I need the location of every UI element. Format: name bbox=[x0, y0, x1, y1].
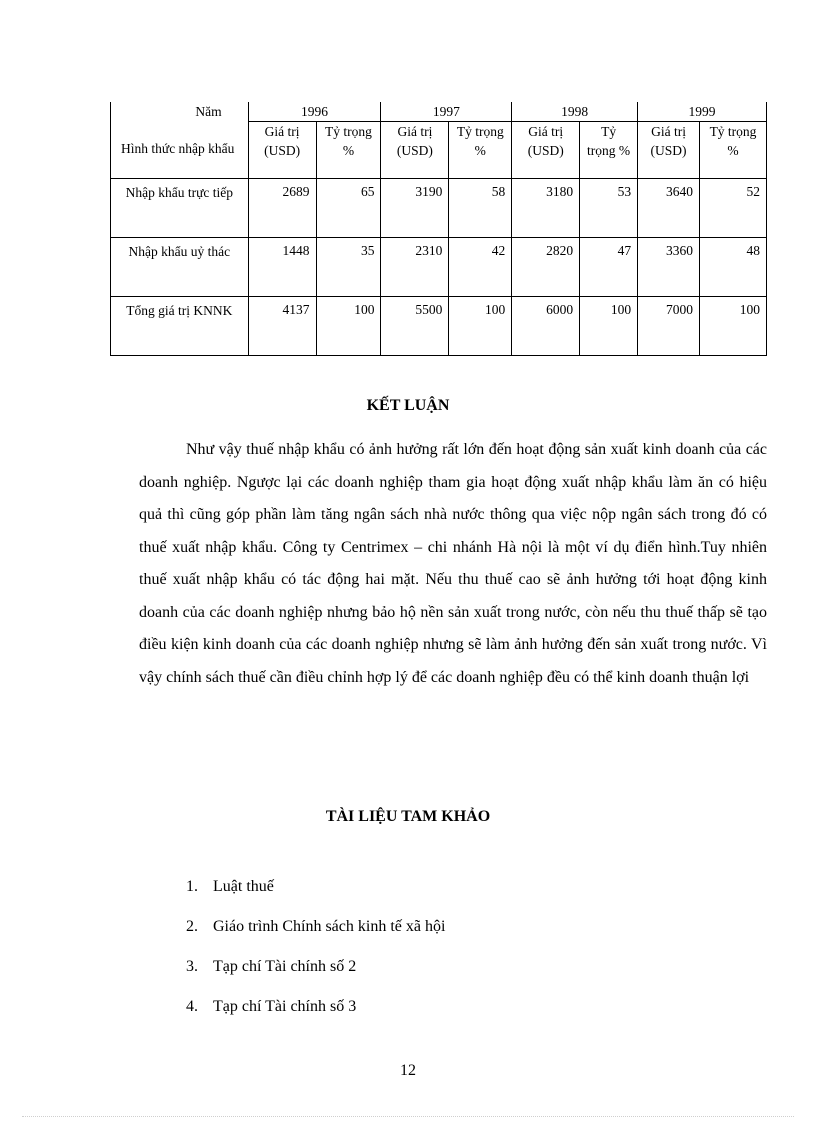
year-header: 1999 bbox=[638, 102, 767, 122]
row-label: Tổng giá trị KNNK bbox=[111, 297, 249, 356]
reference-item bbox=[186, 913, 445, 953]
year-header: 1996 bbox=[248, 102, 381, 122]
reference-item bbox=[186, 953, 445, 993]
references-heading: TÀI LIỆU TAM KHẢO bbox=[325, 808, 491, 825]
table-cell: 7000 bbox=[638, 297, 700, 356]
page-bottom-divider bbox=[22, 1116, 794, 1117]
import-value-table bbox=[110, 102, 767, 356]
table-cell: 100 bbox=[316, 297, 381, 356]
table-cell: 42 bbox=[449, 238, 512, 297]
table-cell: 5500 bbox=[381, 297, 449, 356]
value-subheader: Giá trị (USD) bbox=[248, 122, 316, 179]
reference-text: Tạp chí Tài chính số 2 bbox=[213, 958, 357, 975]
year-header-label: Năm bbox=[195, 104, 222, 119]
reference-number: 1. bbox=[186, 878, 198, 895]
share-subheader: Tỷ trọng % bbox=[449, 122, 512, 179]
value-subheader: Giá trị (USD) bbox=[381, 122, 449, 179]
reference-number: 4. bbox=[186, 998, 198, 1015]
row-label: Nhập khẩu trực tiếp bbox=[111, 179, 249, 238]
reference-number: 2. bbox=[186, 918, 198, 935]
value-subheader: Giá trị (USD) bbox=[638, 122, 700, 179]
table-cell: 52 bbox=[700, 179, 767, 238]
table-cell: 2689 bbox=[248, 179, 316, 238]
reference-text: Luật thuế bbox=[213, 878, 274, 895]
year-header: 1997 bbox=[381, 102, 512, 122]
table-cell: 100 bbox=[580, 297, 638, 356]
table-row bbox=[111, 238, 767, 297]
table-cell: 53 bbox=[580, 179, 638, 238]
table-cell: 1448 bbox=[248, 238, 316, 297]
conclusion-heading: KẾT LUẬN bbox=[366, 397, 450, 414]
share-subheader: Tỷ trọng % bbox=[580, 122, 638, 179]
table-corner-cell bbox=[111, 102, 249, 179]
row-label: Nhập khẩu uỷ thác bbox=[111, 238, 249, 297]
table-cell: 4137 bbox=[248, 297, 316, 356]
table-cell: 100 bbox=[700, 297, 767, 356]
table-cell: 47 bbox=[580, 238, 638, 297]
table-cell: 3180 bbox=[512, 179, 580, 238]
reference-number: 3. bbox=[186, 958, 198, 975]
table-cell: 3190 bbox=[381, 179, 449, 238]
share-subheader: Tỷ trọng % bbox=[700, 122, 767, 179]
table-cell: 65 bbox=[316, 179, 381, 238]
table-row bbox=[111, 297, 767, 356]
year-header: 1998 bbox=[512, 102, 638, 122]
conclusion-paragraph: Như vậy thuế nhập khẩu có ảnh hưởng rất lớn đến hoạt động sản xuất kinh doanh của các doanh nghiệp. Ngược lại các doanh nghiệp tham gia hoạt động xuất nhập khẩu làm ăn có hiệu quả thì cũng góp phần làm tăng ngân sách nhà nước thông qua việc nộp ngân sách trong đó có thuế xuất nhập khẩu. Công ty Centrimex – chi nhánh Hà nội là một ví dụ điển hình.Tuy nhiên thuế xuất nhập khẩu có tác động hai mặt. Nếu thu thuế cao sẽ ảnh hưởng tới hoạt động kinh doanh của các doanh nghiệp nhưng bảo hộ nền sản xuất trong nước, còn nếu thu thuế thấp sẽ tạo điều kiện kinh doanh của các doanh nghiệp nhưng sẽ làm ảnh hưởng đến sản xuất trong nước. Vì vậy chính sách thuế cần điều chỉnh hợp lý để các doanh nghiệp đều có thể kinh doanh thuận lợi bbox=[139, 441, 767, 686]
table-cell: 2310 bbox=[381, 238, 449, 297]
import-form-header-label: Hình thức nhập khẩu bbox=[121, 141, 235, 156]
table-cell: 2820 bbox=[512, 238, 580, 297]
table-cell: 3640 bbox=[638, 179, 700, 238]
reference-item bbox=[186, 993, 445, 1033]
reference-item bbox=[186, 873, 445, 913]
share-subheader: Tỷ trọng % bbox=[316, 122, 381, 179]
page-number: 12 bbox=[400, 1062, 416, 1079]
table-cell: 6000 bbox=[512, 297, 580, 356]
table-header-row bbox=[111, 102, 767, 122]
table-cell: 48 bbox=[700, 238, 767, 297]
table-cell: 58 bbox=[449, 179, 512, 238]
value-subheader: Giá trị (USD) bbox=[512, 122, 580, 179]
table-cell: 100 bbox=[449, 297, 512, 356]
table-row bbox=[111, 179, 767, 238]
table-cell: 3360 bbox=[638, 238, 700, 297]
reference-text: Giáo trình Chính sách kinh tế xã hội bbox=[213, 918, 446, 935]
references-list bbox=[186, 873, 445, 1033]
table-cell: 35 bbox=[316, 238, 381, 297]
reference-text: Tạp chí Tài chính số 3 bbox=[213, 998, 357, 1015]
